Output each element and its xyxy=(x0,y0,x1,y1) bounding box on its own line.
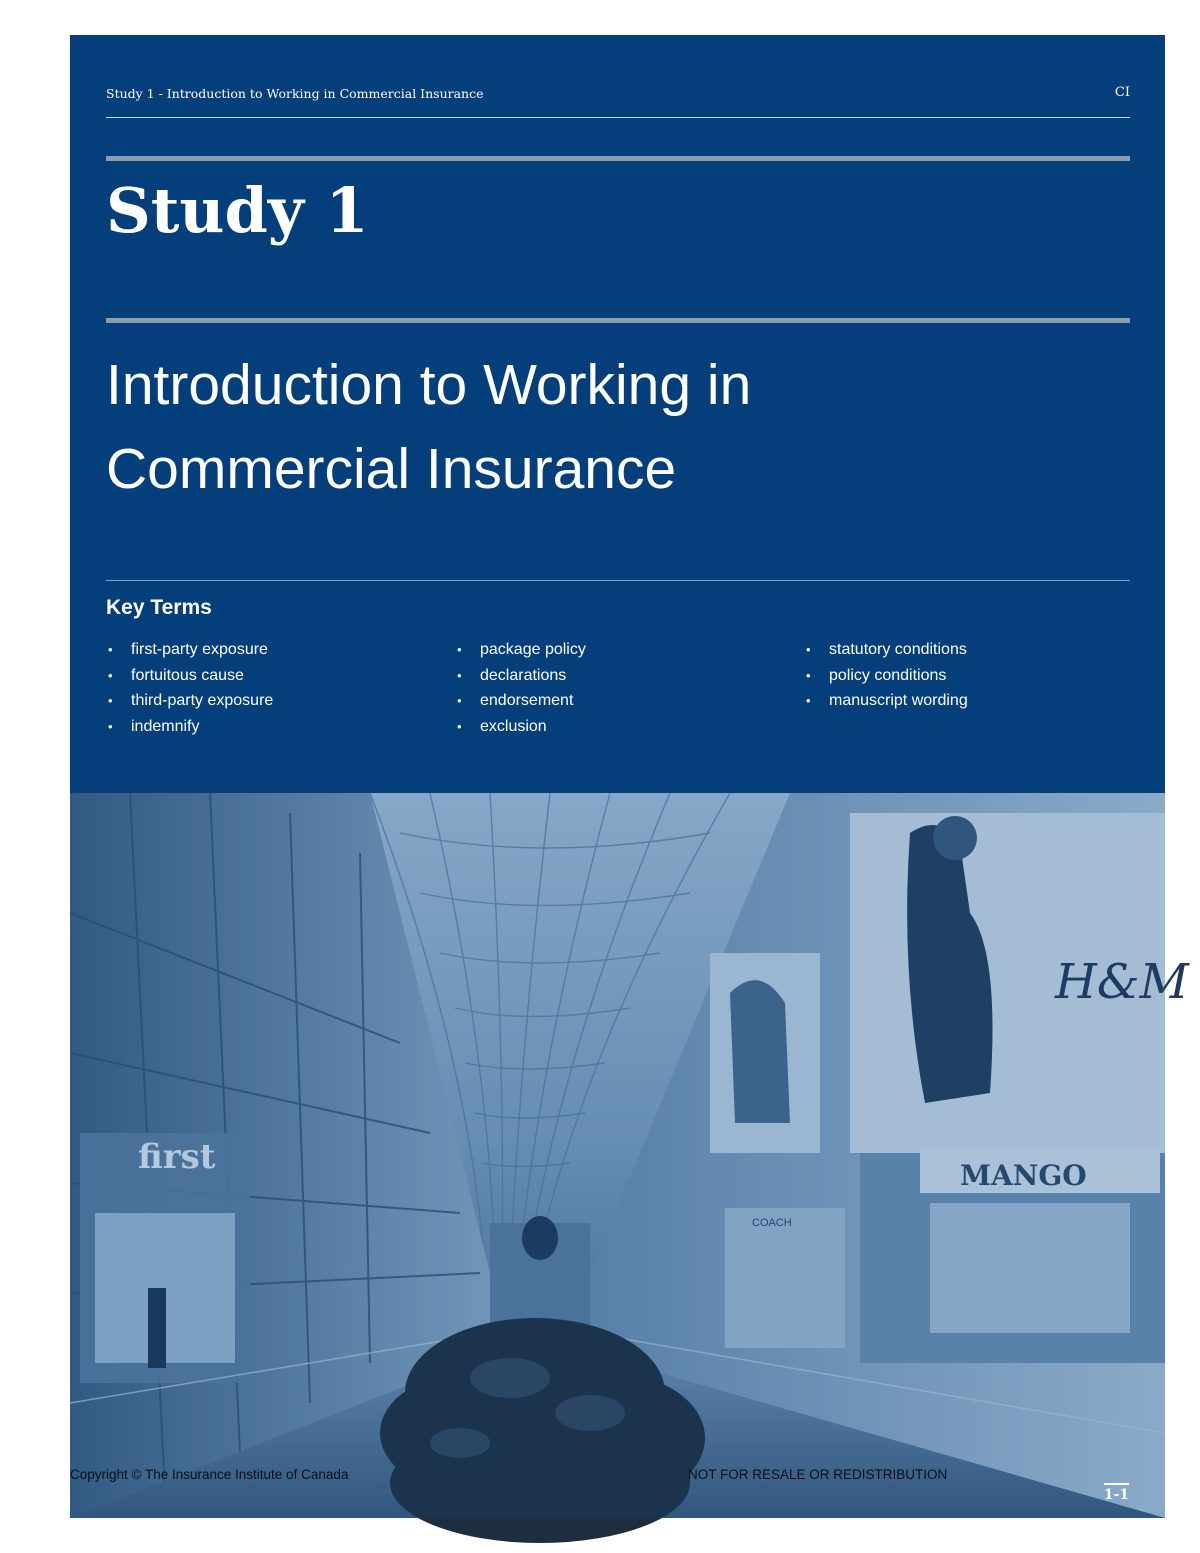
key-term: • manuscript wording xyxy=(804,688,968,714)
cover-page xyxy=(70,35,1189,1518)
key-term: • third-party exposure xyxy=(106,688,273,714)
mall-photo-illustration xyxy=(70,793,1189,1518)
key-terms-column-3 xyxy=(804,637,968,714)
key-term: • exclusion xyxy=(455,714,586,740)
key-term: • declarations xyxy=(455,663,586,689)
divider-middle xyxy=(106,318,1130,323)
mall-photo xyxy=(70,793,1189,1518)
key-term: • first-party exposure xyxy=(106,637,273,663)
store-sign-hm: H&M xyxy=(1055,954,1189,1010)
key-terms-column-1 xyxy=(106,637,273,739)
page-number: 1-1 xyxy=(1104,1483,1129,1503)
running-header xyxy=(106,83,1130,118)
ci-logo: CI xyxy=(1114,85,1130,100)
store-sign-coach: COACH xyxy=(752,1217,792,1229)
key-term: • indemnify xyxy=(106,714,273,740)
running-title: Study 1 - Introduction to Working in Commercial Insurance xyxy=(106,86,484,101)
footer-copyright: Copyright © The Insurance Institute of Canada xyxy=(70,1467,349,1482)
key-term: • statutory conditions xyxy=(804,637,968,663)
key-term: • package policy xyxy=(455,637,586,663)
store-sign-first: first xyxy=(138,1137,216,1177)
study-title-line-2: Commercial Insurance xyxy=(106,437,677,501)
key-terms-heading: Key Terms xyxy=(106,596,212,619)
divider-top xyxy=(106,156,1130,161)
footer-notice: NOT FOR RESALE OR REDISTRIBUTION xyxy=(688,1467,948,1482)
study-title-line-1: Introduction to Working in xyxy=(106,353,752,417)
key-term: • endorsement xyxy=(455,688,586,714)
key-term: • policy conditions xyxy=(804,663,968,689)
study-title xyxy=(106,343,1106,511)
divider-key-terms xyxy=(106,580,1130,581)
key-terms-column-2 xyxy=(455,637,586,739)
store-sign-mango: MANGO xyxy=(960,1159,1087,1192)
key-term: • fortuitous cause xyxy=(106,663,273,689)
study-number: Study 1 xyxy=(106,174,369,247)
